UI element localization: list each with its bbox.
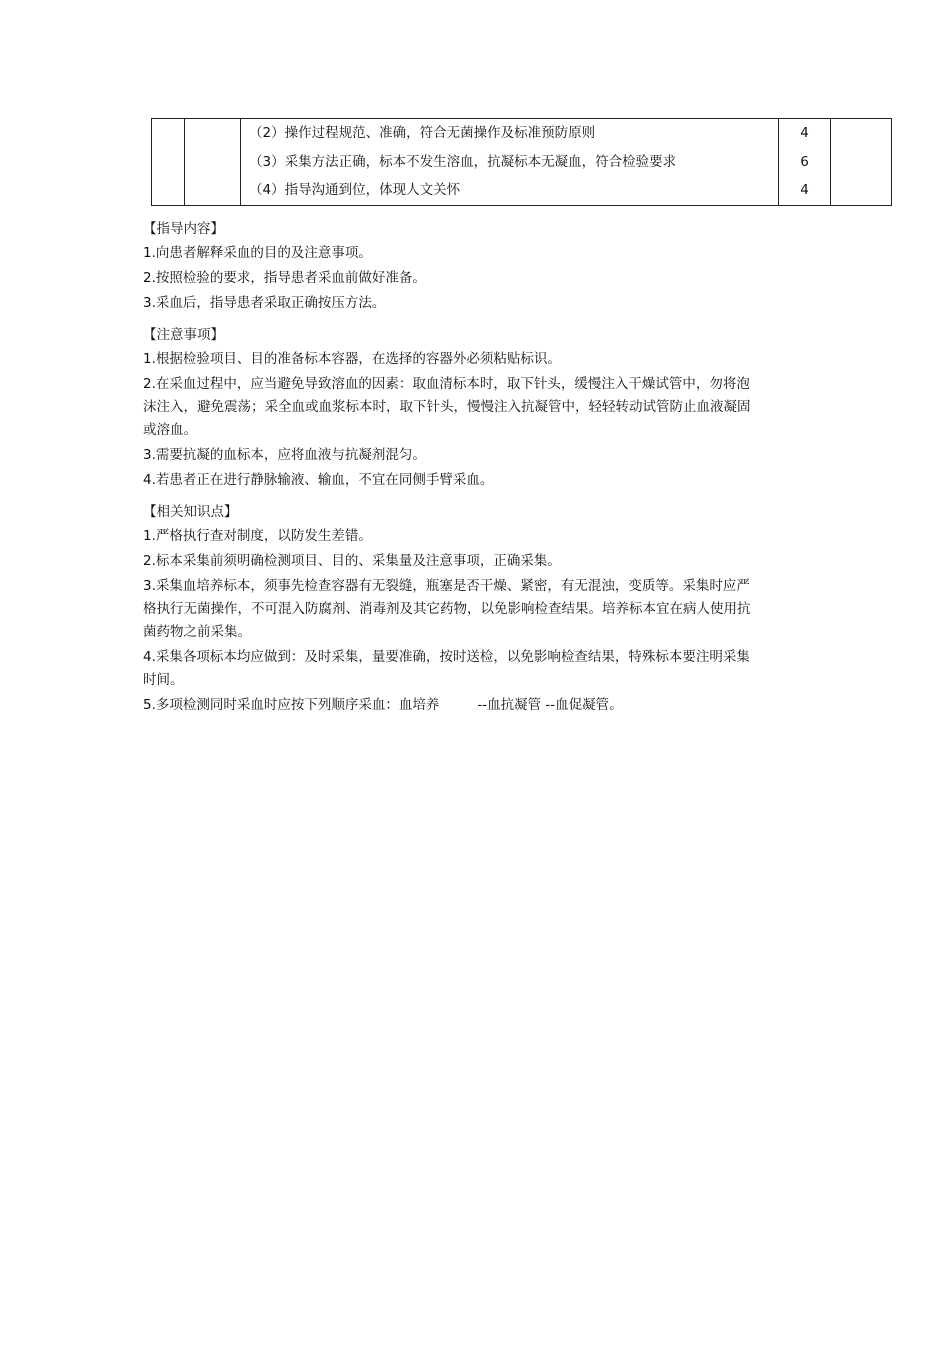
- criteria-line: （2）操作过程规范、准确，符合无菌操作及标准预防原则: [249, 125, 596, 141]
- list-item: 1.严格执行查对制度，以防发生差错。: [143, 528, 372, 544]
- list-item: 2.在采血过程中，应当避免导致溶血的因素：取血清标本时，取下针头，缓慢注入干燥试管中，勿将泡沫注入，避免震荡；采全血或血浆标本时，取下针头，慢慢注入抗凝管中，轻轻转动试管防止血液凝固或溶血。: [143, 376, 751, 438]
- scoring-table: [151, 118, 892, 206]
- criteria-line: （3）采集方法正确，标本不发生溶血，抗凝标本无凝血，符合检验要求: [249, 153, 677, 170]
- list-item: 1.向患者解释采血的目的及注意事项。: [143, 245, 372, 261]
- document-body: [143, 214, 753, 719]
- knowledge-section: [143, 499, 753, 717]
- guidance-section: [143, 216, 753, 315]
- list-item: 2.按照检验的要求，指导患者采血前做好准备。: [143, 270, 426, 286]
- criteria-cell: [241, 119, 779, 206]
- section-title: 【指导内容】: [143, 221, 224, 237]
- section-title: 【相关知识点】: [143, 504, 238, 520]
- score-value: 6: [800, 153, 809, 170]
- list-item: 4.若患者正在进行静脉输液、输血，不宜在同侧手臂采血。: [143, 472, 494, 488]
- list-item: 1.根据检验项目、目的准备标本容器，在选择的容器外必须粘贴标识。: [143, 351, 561, 367]
- list-item: [143, 694, 753, 717]
- list-item-part: 5.多项检测同时采血时应按下列顺序采血：血培养: [143, 697, 440, 713]
- criteria-line: （4）指导沟通到位，体现人文关怀: [249, 182, 461, 199]
- score-value: 4: [800, 125, 809, 141]
- notes-section: [143, 322, 753, 492]
- section-title: 【注意事项】: [143, 327, 224, 343]
- list-item: 3.需要抗凝的血标本，应将血液与抗凝剂混匀。: [143, 447, 426, 463]
- table-cell-empty: [152, 119, 185, 206]
- list-item: 3.采血后，指导患者采取正确按压方法。: [143, 295, 386, 311]
- score-cell: [779, 119, 831, 206]
- score-value: 4: [800, 182, 809, 199]
- list-item: 3.采集血培养标本，须事先检查容器有无裂缝，瓶塞是否干燥、紧密，有无混浊，变质等。采集时应严格执行无菌操作，不可混入防腐剂、消毒剂及其它药物，以免影响检查结果。培养标本宜在病人使用抗菌药物之前采集。: [143, 578, 751, 640]
- table-cell-empty: [185, 119, 241, 206]
- list-item-part: --血抗凝管 --血促凝管。: [477, 697, 623, 713]
- table-cell-empty: [831, 119, 892, 206]
- list-item: 2.标本采集前须明确检测项目、目的、采集量及注意事项，正确采集。: [143, 553, 561, 569]
- list-item: 4.采集各项标本均应做到：及时采集，量要准确，按时送检，以免影响检查结果，特殊标本要注明采集时间。: [143, 649, 750, 688]
